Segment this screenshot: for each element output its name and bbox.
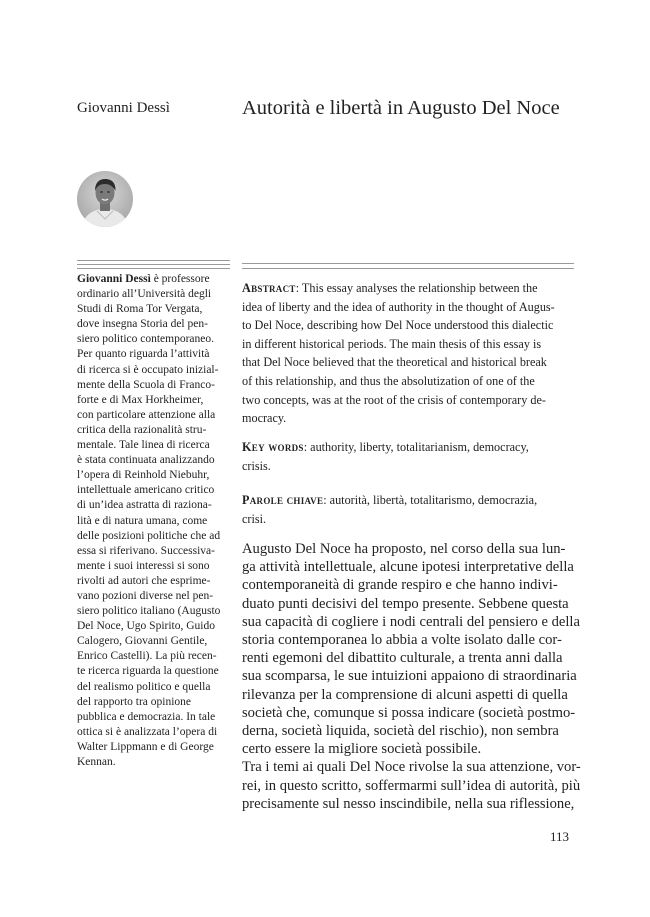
parole-chiave-line: crisi. bbox=[242, 511, 267, 526]
bio-line bbox=[77, 649, 230, 664]
bio-line-text: dove insegna Storia del pen- bbox=[77, 318, 208, 331]
abstract-rule-1 bbox=[242, 263, 574, 264]
keywords-line: crisis. bbox=[242, 458, 271, 473]
bio-line bbox=[77, 664, 230, 679]
bio-line bbox=[77, 393, 230, 408]
bio-rule-2 bbox=[77, 264, 230, 265]
bio-line bbox=[77, 740, 230, 755]
bio-line-text: Enrico Castelli). La più recen- bbox=[77, 650, 217, 663]
bio-line-text: Kennan. bbox=[77, 756, 116, 768]
bio-line bbox=[77, 634, 230, 649]
bio-line-text: del realismo politico e quella bbox=[77, 680, 211, 693]
bio-line-text: Calogero, Giovanni Gentile, bbox=[77, 635, 208, 648]
parole-chiave-label: Parole chiave bbox=[242, 493, 324, 507]
abstract-line: in different historical periods. The main thesis of this essay is bbox=[242, 336, 542, 351]
bio-line-text: è professore bbox=[150, 273, 210, 285]
running-head-author: Giovanni Dessì bbox=[77, 100, 170, 116]
bio-line bbox=[77, 695, 230, 710]
abstract-line: two concepts, was at the root of the crisis of contemporary de- bbox=[242, 392, 546, 407]
bio-line-text: mentale. Tale linea di ricerca bbox=[77, 439, 210, 452]
bio-line bbox=[77, 347, 230, 362]
bio-line-text: siero politico contemporaneo. bbox=[77, 333, 215, 346]
bio-line-text: critica della razionalità stru- bbox=[77, 423, 207, 436]
bio-line-text: lità e di natura umana, come bbox=[77, 514, 208, 527]
body-line: sua scomparsa, le sue intuizioni appaiono di straordinaria bbox=[242, 668, 577, 685]
body-line: rilevanza per la comprensione di alcuni aspetti di quella bbox=[242, 686, 568, 703]
bio-line bbox=[77, 755, 230, 770]
page-number: 113 bbox=[550, 829, 570, 844]
bio-line-text: delle posizioni politiche che ad bbox=[77, 529, 221, 542]
body-line: Augusto Del Noce ha proposto, nel corso della sua lun- bbox=[242, 541, 566, 557]
author-photo bbox=[77, 171, 133, 227]
abstract-line: of this relationship, and thus the absolutization of one of the bbox=[242, 373, 535, 388]
keywords-line: : authority, liberty, totalitarianism, democracy, bbox=[303, 440, 529, 454]
bio-line-text: Studi di Roma Tor Vergata, bbox=[77, 303, 203, 316]
abstract-line: to Del Noce, describing how Del Noce understood this dialectic bbox=[242, 318, 554, 333]
bio-line-text: pubblica e democrazia. In tale bbox=[77, 710, 216, 723]
bio-line bbox=[77, 619, 230, 634]
abstract-line: idea of liberty and the idea of authority in the thought of Augus- bbox=[242, 299, 555, 314]
body-line: ga attività intellettuale, alcune ipotesi interpretative della bbox=[242, 559, 574, 576]
bio-line-text: del rapporto tra opinione bbox=[77, 695, 192, 708]
bio-line bbox=[77, 378, 230, 393]
abstract-line: mocracy. bbox=[242, 411, 287, 426]
bio-line bbox=[77, 514, 230, 529]
body-line: Tra i temi ai quali Del Noce rivolse la sua attenzione, vor- bbox=[242, 759, 581, 776]
body-line: rei, in questo scritto, soffermarmi sull’idea di autorità, più bbox=[242, 777, 581, 794]
bio-line bbox=[77, 438, 230, 453]
parole-chiave bbox=[242, 491, 574, 528]
keywords-first-line bbox=[242, 438, 574, 457]
abstract-label: Abstract bbox=[242, 281, 296, 295]
bio-line bbox=[77, 559, 230, 574]
bio-line-text: Walter Lippmann e di George bbox=[77, 740, 214, 753]
bio-line-text: vano pozioni diverse nel pen- bbox=[77, 589, 214, 602]
bio-line-text: essa si riferivano. Successiva- bbox=[77, 544, 215, 557]
bio-line bbox=[77, 287, 230, 302]
abstract-line: that Del Noce believed that the theoretical and historical break bbox=[242, 355, 547, 370]
bio-line-text: rivolti ad autori che esprime- bbox=[77, 574, 211, 587]
author-bio bbox=[77, 272, 230, 770]
article-title: Autorità e libertà in Augusto Del Noce bbox=[242, 97, 560, 119]
bio-line bbox=[77, 332, 230, 347]
portrait-image bbox=[77, 171, 133, 227]
body-line: certo essere la migliore società possibile. bbox=[242, 741, 482, 758]
bio-line bbox=[77, 363, 230, 378]
keywords-label: Key words bbox=[242, 440, 304, 454]
bio-line-text: di un’idea astratta di raziona- bbox=[77, 499, 212, 512]
body-line: derna, società liquida, società del rischio), non sembra bbox=[242, 723, 559, 740]
bio-line-text: ordinario all’Università degli bbox=[77, 288, 212, 301]
bio-line bbox=[77, 408, 230, 423]
bio-line-text: mente i suoi interessi si sono bbox=[77, 559, 210, 572]
bio-line bbox=[77, 483, 230, 498]
body-line: contemporaneità di grande respiro e che hanno indivi- bbox=[242, 577, 558, 594]
bio-line-text: è stata continuata analizzando bbox=[77, 454, 215, 467]
parole-chiave-line: : autorità, libertà, totalitarismo, democrazia, bbox=[323, 493, 538, 507]
abstract-first-line bbox=[242, 279, 574, 298]
keywords bbox=[242, 438, 574, 475]
bio-line bbox=[77, 317, 230, 332]
body-line: società che, comunque si possa indicare (società postmo- bbox=[242, 704, 576, 721]
abstract-line: : This essay analyses the relationship between the bbox=[295, 281, 538, 295]
bio-line-text: l’opera di Reinhold Niebuhr, bbox=[77, 469, 210, 482]
bio-line-text: con particolare attenzione alla bbox=[77, 408, 216, 421]
bio-line bbox=[77, 725, 230, 740]
bio-line-text: mente della Scuola di Franco- bbox=[77, 378, 215, 391]
body-line: storia contemporanea lo abbia a volte isolato dalle cor- bbox=[242, 632, 562, 649]
abstract-rule-2 bbox=[242, 268, 574, 269]
body-line: sua capacità di cogliere i nodi centrali del pensiero e della bbox=[242, 613, 580, 630]
parole-chiave-first-line bbox=[242, 491, 574, 510]
bio-line bbox=[77, 272, 230, 287]
bio-line-text: ottica si è analizzata l’opera di bbox=[77, 725, 218, 738]
bio-line-text: di ricerca si è occupato inizial- bbox=[77, 363, 219, 376]
bio-line bbox=[77, 604, 230, 619]
bio-line-text: te ricerca riguarda la questione bbox=[77, 665, 219, 678]
bio-line bbox=[77, 498, 230, 513]
body-line: renti egemoni del dibattito culturale, a trenta anni dalla bbox=[242, 650, 563, 667]
bio-line bbox=[77, 680, 230, 695]
bio-line bbox=[77, 589, 230, 604]
bio-rule-1 bbox=[77, 260, 230, 261]
abstract bbox=[242, 279, 574, 428]
bio-line bbox=[77, 302, 230, 317]
bio-line bbox=[77, 423, 230, 438]
bio-line bbox=[77, 710, 230, 725]
body-line: precisamente sul nesso inscindibile, nella sua riflessione, bbox=[242, 795, 575, 812]
bio-line-text: intellettuale americano critico bbox=[77, 484, 215, 497]
body-line: duato punti decisivi del tempo presente. Sebbene questa bbox=[242, 595, 569, 612]
bio-rule-3 bbox=[77, 268, 230, 269]
bio-author-name: Giovanni Dessì bbox=[77, 273, 151, 285]
bio-line bbox=[77, 574, 230, 589]
bio-line-text: siero politico italiano (Augusto bbox=[77, 605, 221, 618]
bio-line-text: Per quanto riguarda l’attività bbox=[77, 348, 210, 361]
bio-line-text: forte e di Max Horkheimer, bbox=[77, 393, 204, 406]
bio-line bbox=[77, 544, 230, 559]
body-text bbox=[242, 540, 581, 813]
bio-line-text: Del Noce, Ugo Spirito, Guido bbox=[77, 620, 215, 633]
bio-line bbox=[77, 529, 230, 544]
bio-line bbox=[77, 468, 230, 483]
bio-line bbox=[77, 453, 230, 468]
